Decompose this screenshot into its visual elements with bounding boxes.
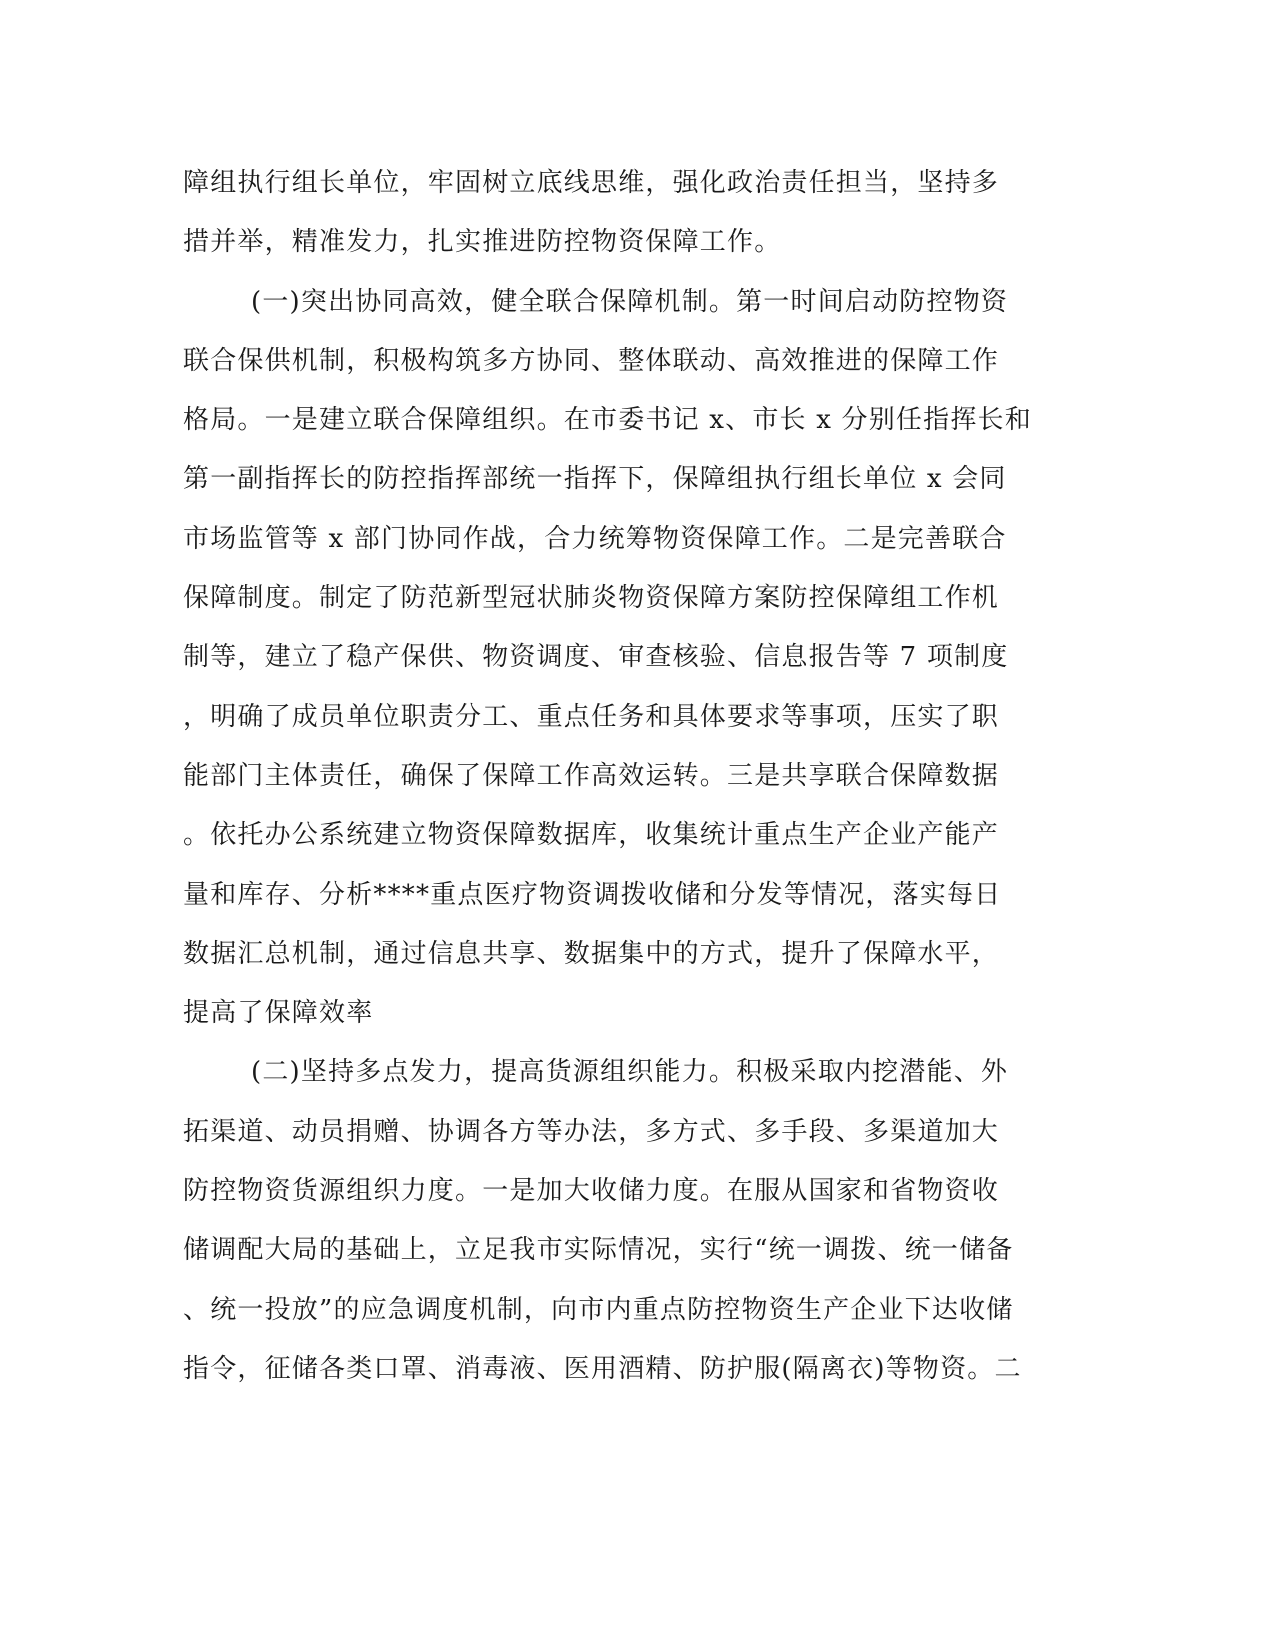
- text-line: 防控物资货源组织力度。一是加大收储力度。在服从国家和省物资收: [183, 1176, 1000, 1207]
- text-line: 保障制度。制定了防范新型冠状肺炎物资保障方案防控保障组工作机: [183, 583, 1000, 614]
- text-line: 联合保供机制，积极构筑多方协同、整体联动、高效推进的保障工作: [183, 345, 1000, 376]
- text-line: 储调配大局的基础上，立足我市实际情况，实行“统一调拨、统一储备: [183, 1235, 1014, 1266]
- text-line: 。依托办公系统建立物资保障数据库，收集统计重点生产企业产能产: [183, 820, 1000, 851]
- text-line: 指令，征储各类口罩、消毒液、医用酒精、防护服(隔离衣)等物资。二: [183, 1353, 1022, 1384]
- text-line: 第一副指挥长的防控指挥部统一指挥下，保障组执行组长单位 x 会同: [183, 464, 1007, 495]
- text-line: 障组执行组长单位，牢固树立底线思维，强化政治责任担当，坚持多: [183, 168, 1000, 198]
- text-line: 措并举，精准发力，扎实推进防控物资保障工作。: [183, 227, 782, 258]
- text-line: ，明确了成员单位职责分工、重点任务和具体要求等事项，压实了职: [183, 701, 1000, 732]
- body-text: [183, 154, 1043, 1399]
- text-line: 格局。一是建立联合保障组织。在市委书记 x、市长 x 分别任指挥长和: [183, 405, 1032, 436]
- text-line: 量和库存、分析****重点医疗物资调拨收储和分发等情况，落实每日: [183, 879, 1002, 910]
- text-line: 能部门主体责任，确保了保障工作高效运转。三是共享联合保障数据: [183, 760, 1000, 791]
- text-line: 、统一投放”的应急调度机制，向市内重点防控物资生产企业下达收储: [183, 1294, 1014, 1325]
- text-line: 提高了保障效率: [183, 998, 374, 1029]
- text-line: 数据汇总机制，通过信息共享、数据集中的方式，提升了保障水平，: [183, 938, 1000, 969]
- text-line: 拓渠道、动员捐赠、协调各方等办法，多方式、多手段、多渠道加大: [183, 1116, 1000, 1147]
- text-line: 市场监管等 x 部门协同作战，合力统筹物资保障工作。二是完善联合: [183, 523, 1007, 554]
- text-line: 制等，建立了稳产保供、物资调度、审查核验、信息报告等 7 项制度: [183, 642, 1009, 673]
- paragraph-first-line: (一)突出协同高效，健全联合保障机制。第一时间启动防控物资: [251, 286, 1009, 317]
- paragraph-first-line: (二)坚持多点发力，提高货源组织能力。积极采取内挖潜能、外: [251, 1057, 1009, 1088]
